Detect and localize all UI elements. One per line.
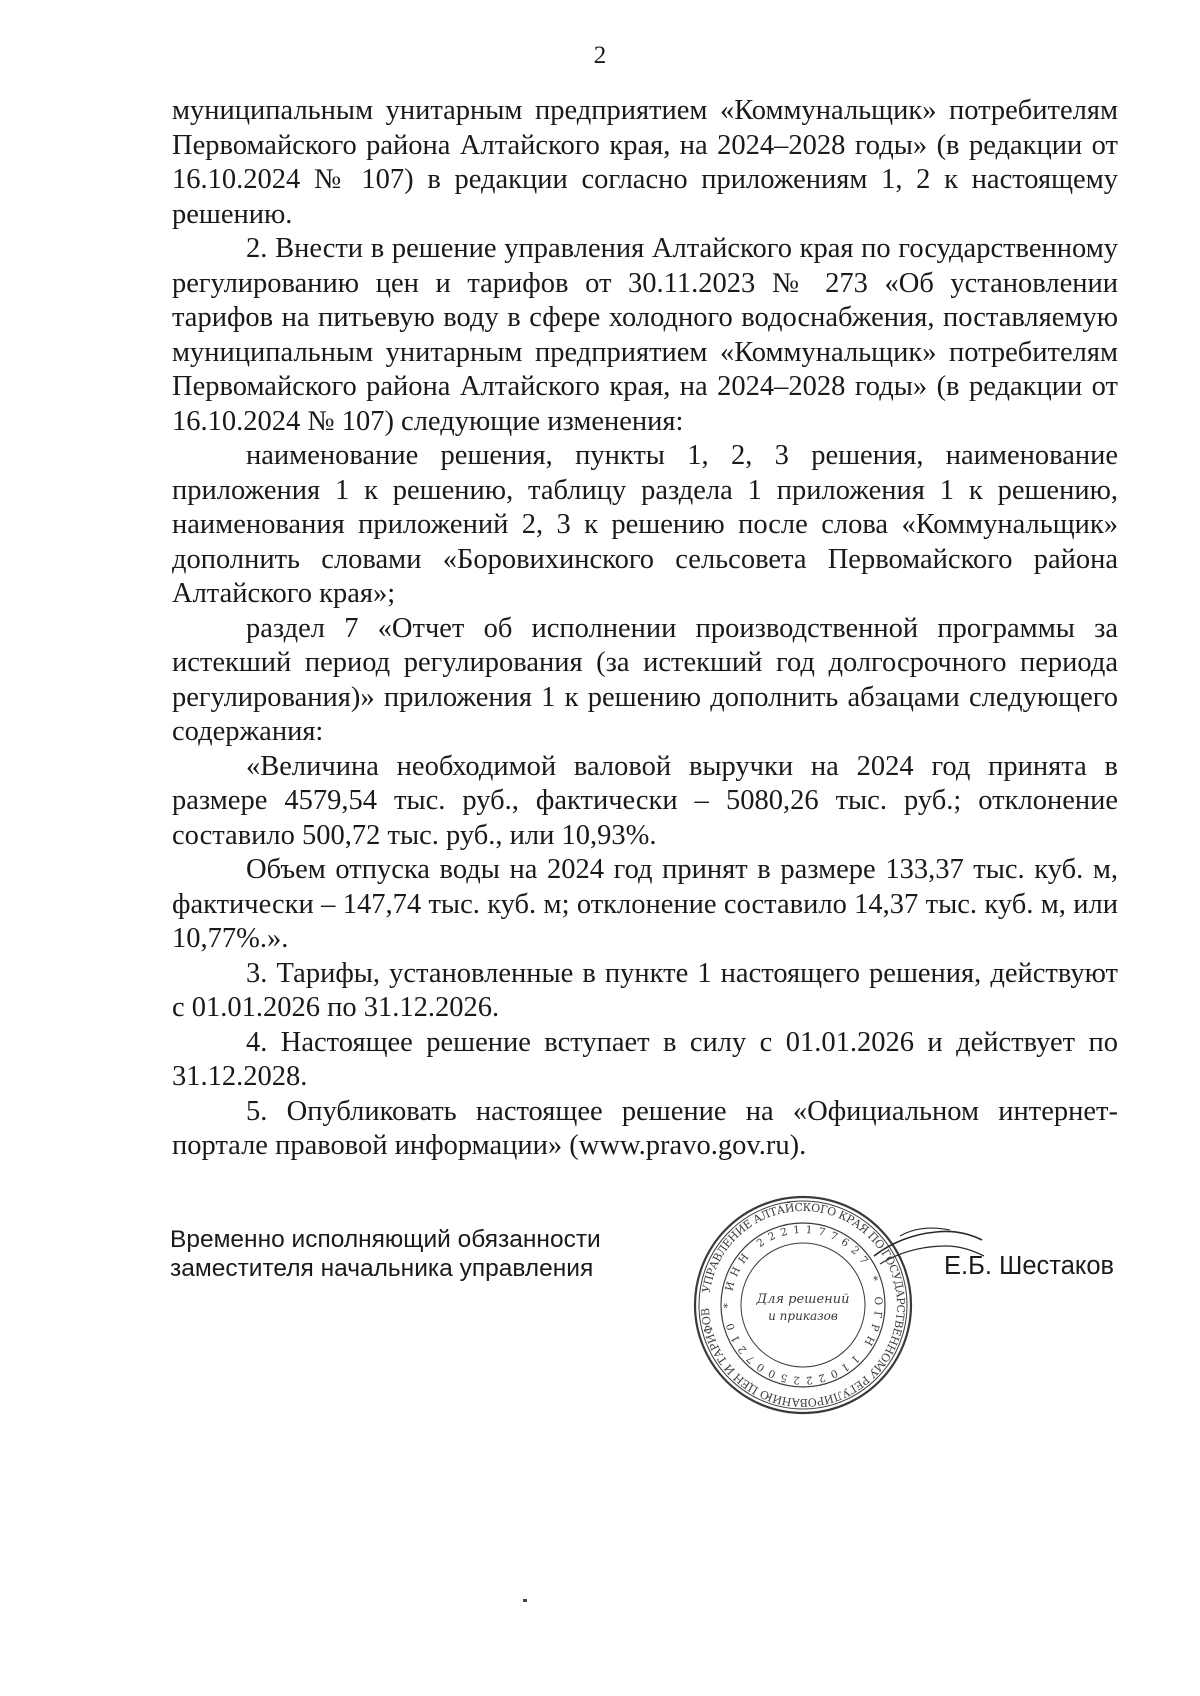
- seal-center-line-1: Для решений: [756, 1292, 850, 1307]
- paragraph-clause-3: 3. Тарифы, установленные в пункте 1 настоящего решения, действуют с 01.01.2026 по 31.12.2026.: [172, 957, 1118, 1023]
- signatory-position-line-1: Временно исполняющий обязанности: [170, 1226, 601, 1253]
- document-body: [172, 94, 1118, 1164]
- seal-center-line-2: и приказов: [768, 1309, 838, 1323]
- paragraph-clause-4: 4. Настоящее решение вступает в силу с 01.01.2026 и действует по 31.12.2028.: [172, 1026, 1118, 1092]
- signatory-position-line-2: заместителя начальника управления: [170, 1255, 594, 1282]
- paragraph-continuation: муниципальным унитарным предприятием «Коммунальщик» потребителям Первомайского района Алтайского края, на 2024–2028 годы» (в редакции от 16.10.2024 № 107) в редакции согласно приложениям 1, 2 к настоящему решению.: [172, 95, 1118, 230]
- paragraph-clause-5: 5. Опубликовать настоящее решение на «Официальном интернет-портале правовой информации» (www.pravo.gov.ru).: [172, 1095, 1118, 1161]
- paragraph-amendment-names: наименование решения, пункты 1, 2, 3 решения, наименование приложения 1 к решению, таблицу раздела 1 приложения 1 к решению, наименования приложений 2, 3 к решению после слова «Коммунальщик» дополнить словами «Боровихинского сельсовета Первомайского района Алтайского края»;: [172, 440, 1118, 609]
- signatory-name: Е.Б. Шестаков: [944, 1252, 1115, 1280]
- page-number: 2: [593, 42, 607, 69]
- seal-outer-text: УПРАВЛЕНИЕ АЛТАЙСКОГО КРАЯ ПО ГОСУДАРСТВЕННОМУ РЕГУЛИРОВАНИЮ ЦЕН И ТАРИФОВ: [698, 1200, 908, 1410]
- scan-mark: [523, 1599, 527, 1602]
- paragraph-clause-2: 2. Внести в решение управления Алтайского края по государственному регулированию цен и тарифов от 30.11.2023 № 273 «Об установлении тарифов на питьевую воду в сфере холодного водоснабжения, поставляемую муниципальным унитарным предприятием «Коммунальщик» потребителям Первомайского района Алтайского края, на 2024–2028 годы» (в редакции от 16.10.2024 № 107) следующие изменения:: [172, 233, 1118, 437]
- signatory-position: [170, 1225, 601, 1283]
- seal-inner-text: ИНН 2221177627 * ОГРН 1102225007210 *: [721, 1223, 885, 1386]
- paragraph-water-volume: Объем отпуска воды на 2024 год принят в размере 133,37 тыс. куб. м, фактически – 147,74 тыс. куб. м; отклонение составило 14,37 тыс. куб. м, или 10,77%.».: [172, 854, 1118, 954]
- paragraph-revenue: «Величина необходимой валовой выручки на 2024 год принята в размере 4579,54 тыс. руб., фактически – 5080,26 тыс. руб.; отклонение составило 500,72 тыс. руб., или 10,93%.: [172, 750, 1118, 851]
- paragraph-amendment-section-7: раздел 7 «Отчет об исполнении производственной программы за истекший период регулирования (за истекший год долгосрочного периода регулирования)» приложения 1 к решению дополнить абзацами следующего содержания:: [172, 612, 1118, 747]
